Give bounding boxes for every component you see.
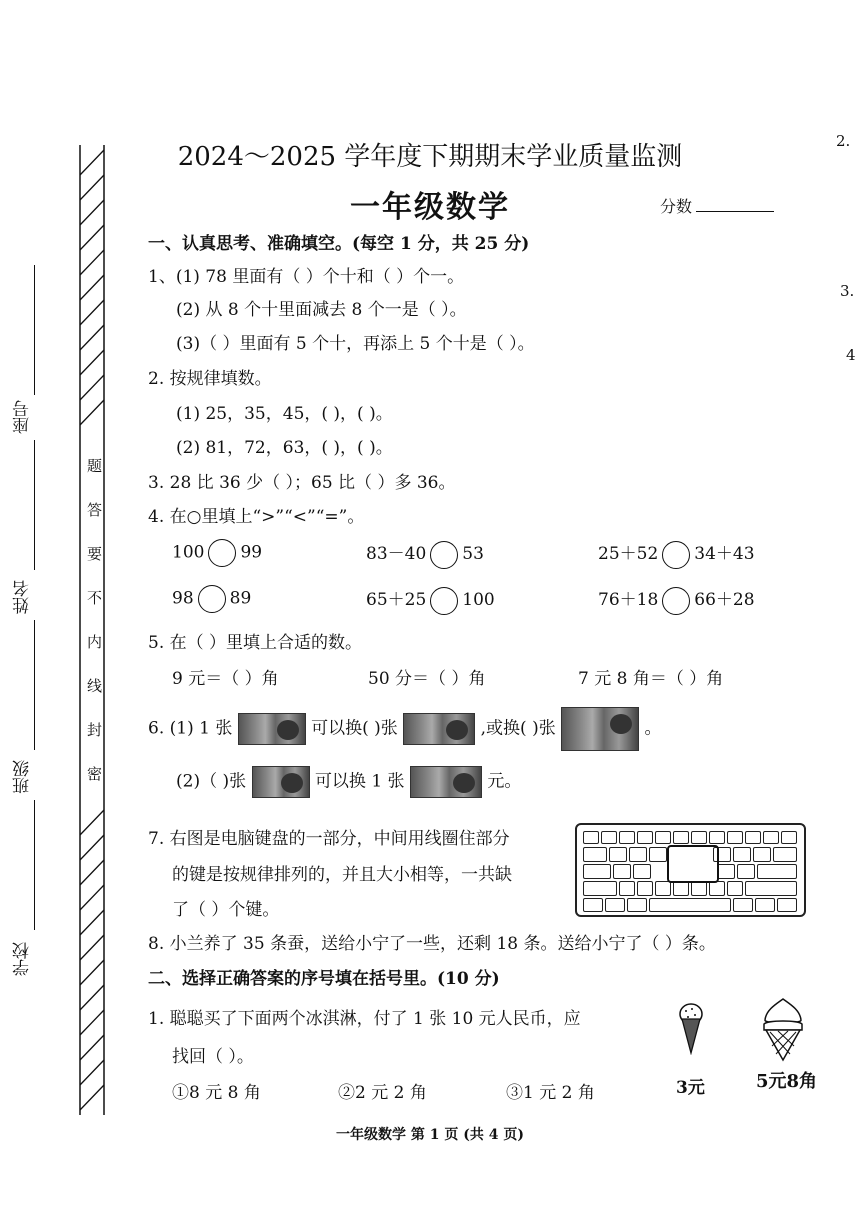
seal-char: 内 bbox=[85, 634, 103, 649]
banknote-5-image bbox=[252, 766, 310, 798]
question-6-1: 6. (1) 1 张 可以换( )张 ,或换( )张 。 bbox=[148, 707, 662, 751]
margin-class-label: 班级 bbox=[13, 760, 33, 794]
margin-name-label: 姓名 bbox=[13, 580, 33, 614]
compare-circle[interactable] bbox=[430, 587, 458, 615]
compare-circle[interactable] bbox=[198, 585, 226, 613]
banknote-100-image bbox=[238, 713, 306, 745]
question-8: 8. 小兰养了 35 条蚕，送给小宁了一些，还剩 18 条。送给小宁了（ ）条。 bbox=[148, 934, 716, 954]
q5-item: 9 元＝（ ）角 bbox=[172, 669, 279, 689]
score-blank bbox=[696, 211, 774, 212]
option-a: ①8 元 8 角 bbox=[172, 1083, 261, 1103]
question-1-3: (3)（ ）里面有 5 个十，再添上 5 个十是（ ）。 bbox=[176, 334, 535, 354]
right-margin-number: 3. bbox=[840, 282, 855, 300]
ice-cream-large-image bbox=[758, 996, 808, 1062]
banknote-50-image bbox=[410, 766, 482, 798]
ice-cream-small-image bbox=[677, 1003, 705, 1055]
margin-line bbox=[34, 440, 35, 570]
seal-char: 密 bbox=[85, 766, 103, 781]
question-6-2: (2)（ )张 可以换 1 张 元。 bbox=[176, 766, 521, 798]
section2-heading: 二、选择正确答案的序号填在括号里。(10 分) bbox=[148, 969, 500, 989]
banknote-20-image bbox=[403, 713, 475, 745]
compare-circle[interactable] bbox=[662, 541, 690, 569]
question-2-1: (1) 25，35，45，( )，( )。 bbox=[176, 404, 393, 424]
seal-char: 答 bbox=[85, 502, 103, 517]
highlight-outline bbox=[667, 845, 719, 883]
score-field bbox=[660, 194, 774, 217]
question-3: 3. 28 比 36 少（ ）；65 比（ ）多 36。 bbox=[148, 473, 456, 493]
question-1-2: (2) 从 8 个十里面减去 8 个一是（ ）。 bbox=[176, 300, 467, 320]
sealing-strip bbox=[76, 145, 108, 1115]
question-2-2: (2) 81，72，63，( )，( )。 bbox=[176, 438, 393, 458]
margin-line bbox=[34, 620, 35, 750]
section1-heading: 一、认真思考、准确填空。(每空 1 分，共 25 分) bbox=[148, 234, 530, 254]
seal-char: 要 bbox=[85, 546, 103, 561]
compare-item: 76＋18 66＋28 bbox=[598, 585, 755, 615]
seal-char: 不 bbox=[85, 590, 103, 605]
margin-line bbox=[34, 265, 35, 395]
keyboard-image bbox=[575, 823, 806, 917]
page-footer: 一年级数学 第 1 页 (共 4 页) bbox=[336, 1127, 524, 1143]
right-margin-number: 4 bbox=[846, 346, 856, 364]
option-c: ③1 元 2 角 bbox=[506, 1083, 595, 1103]
q5-item: 7 元 8 角＝（ ）角 bbox=[578, 669, 724, 689]
compare-circle[interactable] bbox=[208, 539, 236, 567]
seal-char: 封 bbox=[85, 722, 103, 737]
question-5: 5. 在（ ）里填上合适的数。 bbox=[148, 633, 363, 653]
price-label-large: 5元8角 bbox=[756, 1071, 818, 1092]
s2-question-1-line2: 找回（ ）。 bbox=[172, 1047, 254, 1067]
compare-item: 100 99 bbox=[172, 539, 262, 567]
question-7-line1: 7. 右图是电脑键盘的一部分，中间用线圈住部分 bbox=[148, 829, 510, 849]
exam-subtitle: 一年级数学 bbox=[350, 190, 510, 225]
seal-char: 线 bbox=[85, 678, 103, 693]
price-label-small: 3元 bbox=[676, 1078, 705, 1098]
compare-circle[interactable] bbox=[430, 541, 458, 569]
margin-seat-label: 座号 bbox=[13, 400, 33, 434]
question-7-line2: 的键是按规律排列的，并且大小相等，一共缺 bbox=[172, 865, 512, 885]
option-b: ②2 元 2 角 bbox=[338, 1083, 427, 1103]
question-2: 2. 按规律填数。 bbox=[148, 369, 272, 389]
compare-item: 83－40 53 bbox=[366, 539, 484, 569]
margin-line bbox=[34, 800, 35, 930]
question-1-1: 1、(1) 78 里面有（ ）个十和（ ）个一。 bbox=[148, 267, 465, 287]
margin-school-label: 学校 bbox=[13, 942, 33, 976]
question-7-line3: 了（ ）个键。 bbox=[172, 900, 280, 920]
s2-question-1-line1: 1. 聪聪买了下面两个冰淇淋，付了 1 张 10 元人民币，应 bbox=[148, 1009, 581, 1029]
compare-item: 25＋52 34＋43 bbox=[598, 539, 755, 569]
compare-item: 65＋25 100 bbox=[366, 585, 495, 615]
q5-item: 50 分＝（ ）角 bbox=[368, 669, 486, 689]
compare-circle[interactable] bbox=[662, 587, 690, 615]
question-4: 4. 在○里填上“>”“<”“=”。 bbox=[148, 507, 365, 527]
exam-title: 2024～2025 学年度下期期末学业质量监测 bbox=[177, 142, 683, 172]
compare-item: 98 89 bbox=[172, 585, 251, 613]
right-margin-number: 2. bbox=[836, 132, 851, 150]
seal-char: 题 bbox=[85, 458, 103, 473]
score-label: 分数 bbox=[660, 197, 693, 216]
banknote-10-image bbox=[561, 707, 639, 751]
